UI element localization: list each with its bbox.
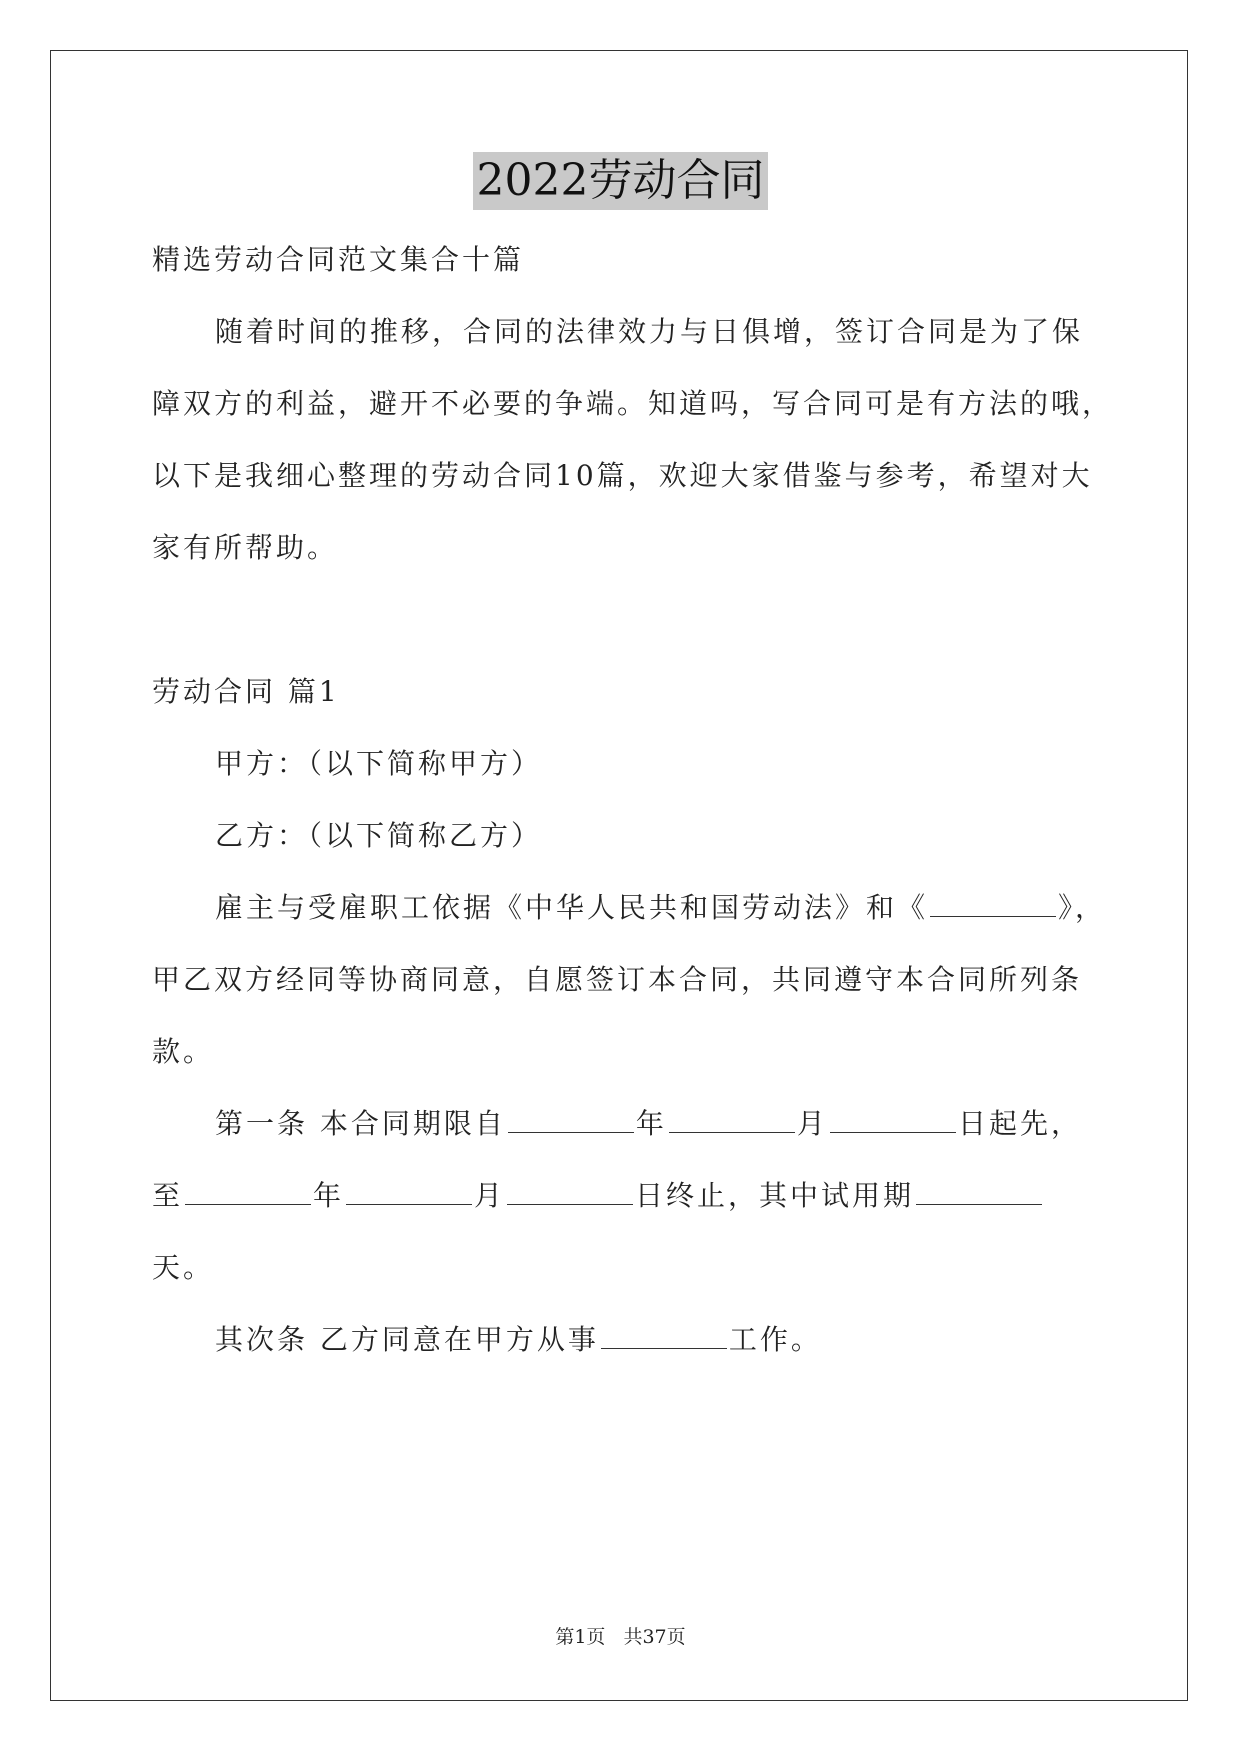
article1-line-1 [215,1104,1082,1144]
job-blank[interactable] [601,1324,727,1349]
preamble-line-3: 款。 [152,1035,215,1068]
end-year-blank[interactable] [185,1180,311,1205]
page-border [50,50,1188,1701]
intro-line-1: 随着时间的推移，合同的法律效力与日俱增，签订合同是为了保 [215,315,1084,348]
start-day-blank[interactable] [830,1108,956,1133]
page-total: 共37页 [623,1626,686,1648]
law-name-blank[interactable] [930,892,1056,917]
start-month-blank[interactable] [669,1108,795,1133]
start-year-blank[interactable] [508,1108,634,1133]
end-month-blank[interactable] [346,1180,472,1205]
title-container [0,152,1241,210]
intro-line-3: 以下是我细心整理的劳动合同10篇，欢迎大家借鉴与参考，希望对大 [152,459,1093,492]
preamble-line-1 [215,888,1106,928]
section-heading: 劳动合同 篇1 [152,675,340,708]
article2-line [215,1320,822,1360]
article2-after: 工作。 [728,1323,822,1356]
to-label: 至 [152,1179,184,1212]
article1-line-2 [152,1176,1044,1216]
preamble-text-before: 雇主与受雇职工依据《中华人民共和国劳动法》和《 [215,891,929,924]
party-a: 甲方：（以下简称甲方） [215,747,543,780]
subtitle: 精选劳动合同范文集合十篇 [152,243,525,276]
article1-line-3: 天。 [152,1251,215,1284]
year-label: 年 [635,1107,667,1140]
preamble-line-2: 甲乙双方经同等协商同意，自愿签订本合同，共同遵守本合同所列条 [152,963,1083,996]
page-current: 第1页 [555,1626,606,1648]
intro-line-2: 障双方的利益，避开不必要的争端。知道吗，写合同可是有方法的哦， [152,387,1114,420]
document-title: 2022劳动合同 [473,152,769,210]
end-day-blank[interactable] [507,1180,633,1205]
party-b: 乙方：（以下简称乙方） [215,819,543,852]
day-start-label: 日起先， [957,1107,1082,1140]
article1-intro: 第一条 本合同期限自 [215,1107,506,1140]
preamble-text-after: 》， [1058,891,1107,924]
page-footer [0,1622,1241,1649]
probation-days-blank[interactable] [916,1180,1042,1205]
month-label-2: 月 [474,1179,506,1212]
article2-before: 其次条 乙方同意在甲方从事 [215,1323,599,1356]
day-end-label: 日终止，其中试用期 [635,1179,915,1212]
year-label-2: 年 [313,1179,345,1212]
month-label: 月 [796,1107,828,1140]
intro-line-4: 家有所帮助。 [152,531,339,564]
